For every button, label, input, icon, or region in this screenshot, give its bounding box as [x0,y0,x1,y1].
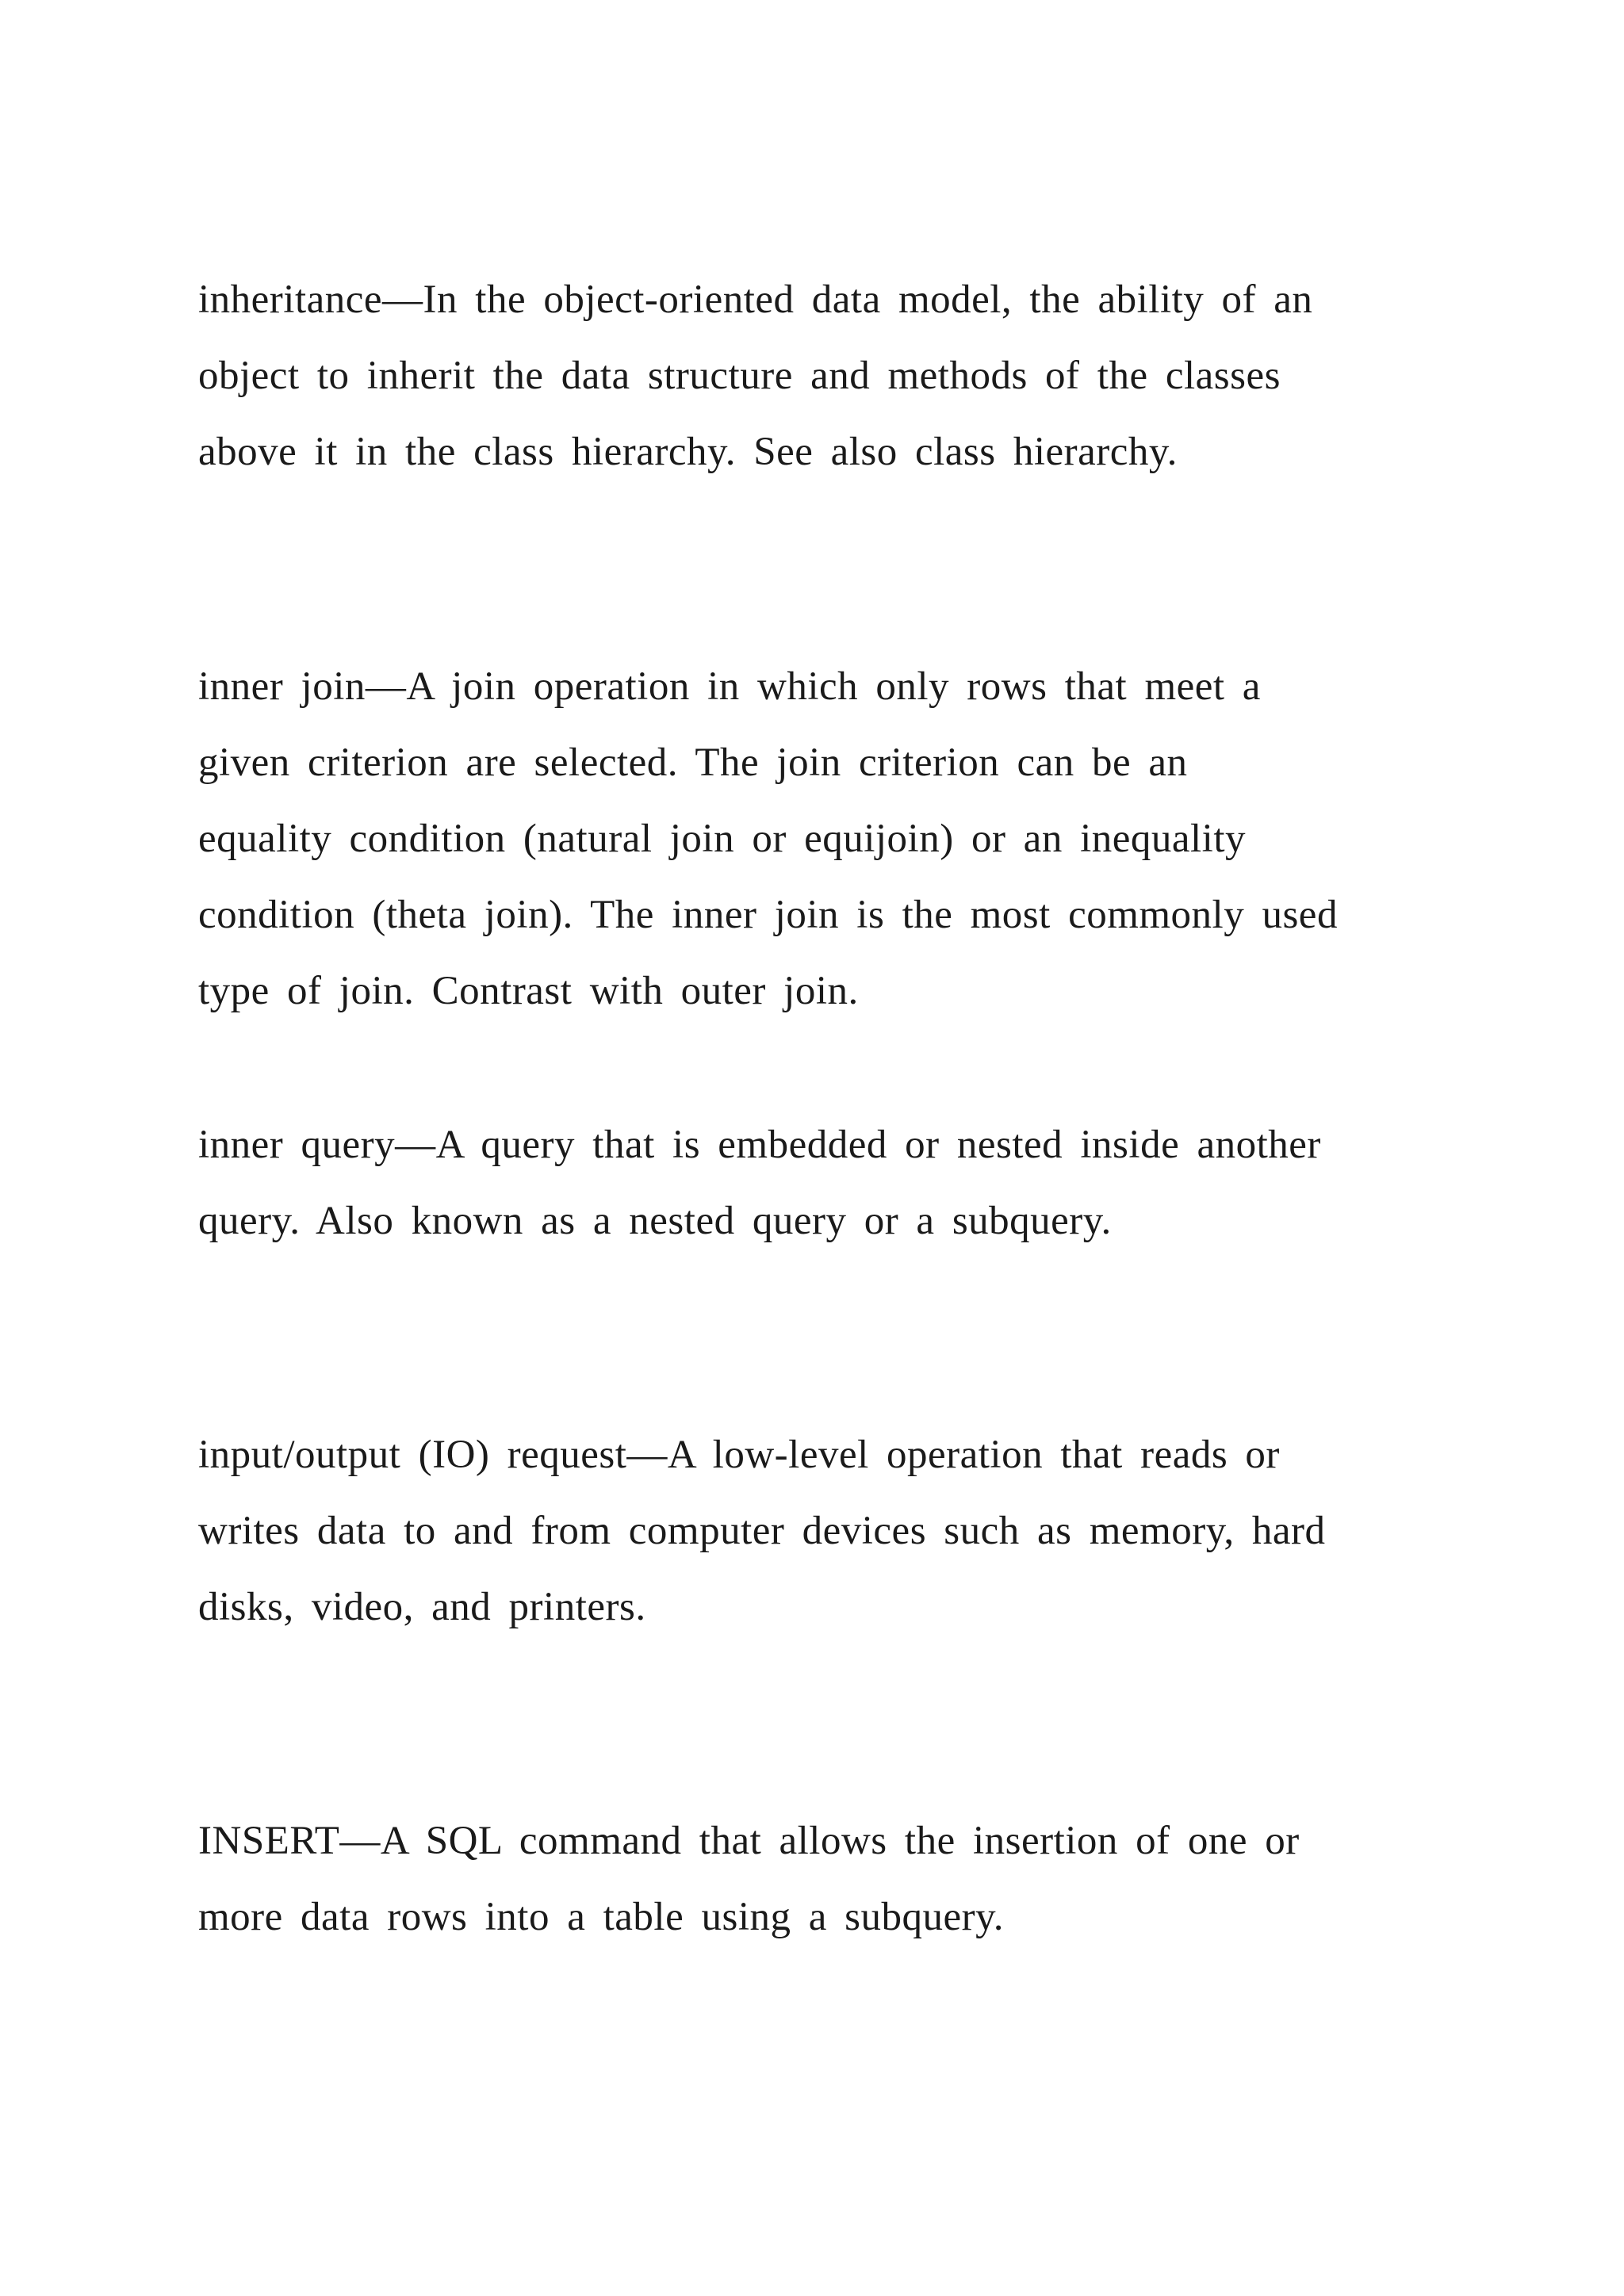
glossary-entry-inner-query [198,1107,1459,1259]
glossary-entry-inheritance [198,262,1459,490]
entry-line: writes data to and from computer devices such as memory, hard [198,1509,1326,1553]
entry-line: input/output (IO) request—A low-level operation that reads or [198,1433,1280,1477]
entry-line: type of join. Contrast with outer join. [198,969,859,1013]
entry-line: equality condition (natural join or equijoin) or an inequality [198,817,1247,861]
entry-line: disks, video, and printers. [198,1585,646,1629]
entry-line: inner join—A join operation in which only rows that meet a [198,664,1261,709]
entry-line: condition (theta join). The inner join is the most commonly used [198,893,1338,937]
entry-line: inheritance—In the object-oriented data model, the ability of an [198,277,1313,322]
entry-line: query. Also known as a nested query or a subquery. [198,1199,1112,1243]
entry-line: object to inherit the data structure and methods of the classes [198,354,1281,398]
entry-line: given criterion are selected. The join criterion can be an [198,740,1188,785]
entry-line: above it in the class hierarchy. See also class hierarchy. [198,430,1178,474]
entry-line: INSERT—A SQL command that allows the insertion of one or [198,1819,1300,1863]
glossary-entry-insert [198,1803,1459,1955]
glossary-entry-io-request [198,1417,1459,1645]
entry-line: inner query—A query that is embedded or nested inside another [198,1123,1321,1167]
glossary-entry-inner-join [198,649,1459,1029]
entry-line: more data rows into a table using a subquery. [198,1895,1005,1939]
